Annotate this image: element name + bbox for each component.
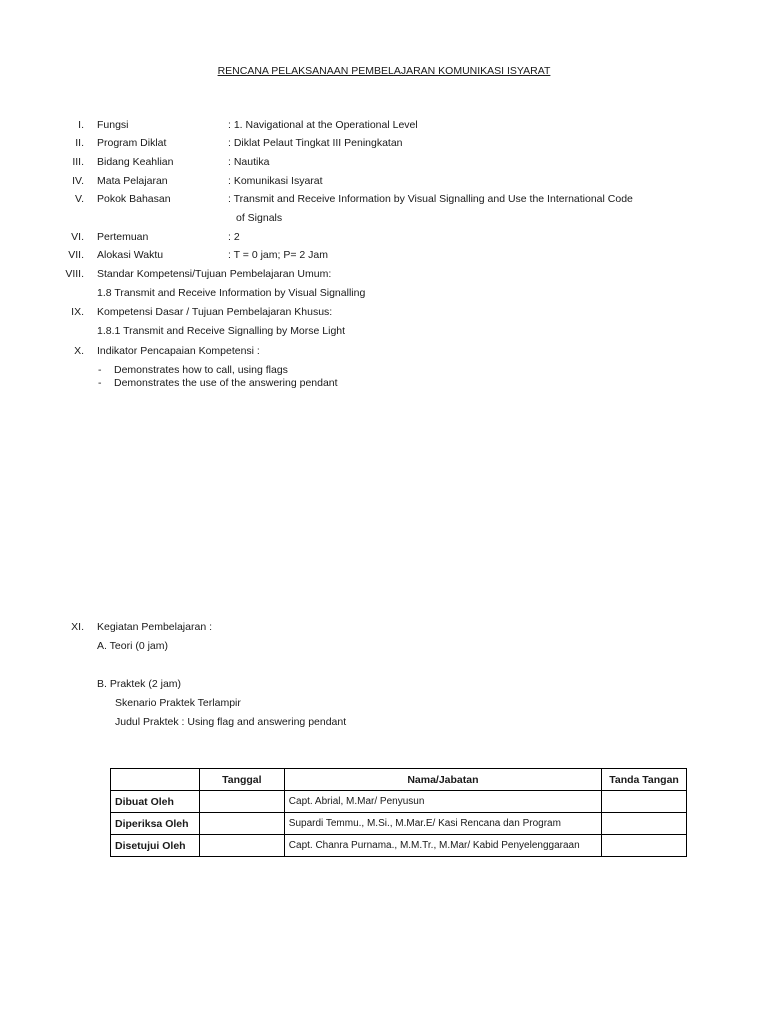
row-name: Supardi Temmu., M.Si., M.Mar.E/ Kasi Rencana dan Program bbox=[284, 813, 601, 835]
indicator-text: Demonstrates how to call, using flags bbox=[114, 364, 288, 376]
item-value: : Komunikasi Isyarat bbox=[228, 175, 323, 187]
item-label: Kompetensi Dasar / Tujuan Pembelajaran Khusus: bbox=[97, 306, 333, 318]
bullet-dash: - bbox=[98, 377, 102, 389]
row-role: Diperiksa Oleh bbox=[111, 813, 200, 835]
item-value-continued: of Signals bbox=[236, 212, 283, 224]
item-label: Alokasi Waktu bbox=[97, 249, 164, 261]
row-date bbox=[199, 835, 284, 857]
item-number: I. bbox=[78, 119, 84, 131]
bullet-dash: - bbox=[98, 364, 102, 376]
item-value: : T = 0 jam; P= 2 Jam bbox=[228, 249, 328, 261]
row-signature bbox=[602, 813, 687, 835]
table-row bbox=[111, 835, 687, 857]
header-nama-jabatan: Nama/Jabatan bbox=[284, 769, 601, 791]
item-value: : Transmit and Receive Information by Visual Signalling and Use the International Code bbox=[228, 193, 633, 205]
item-value: : 2 bbox=[228, 231, 240, 243]
item-label: Fungsi bbox=[97, 119, 129, 131]
item-label: Standar Kompetensi/Tujuan Pembelajaran Umum: bbox=[97, 268, 332, 280]
row-role: Dibuat Oleh bbox=[111, 791, 200, 813]
header-tanda-tangan: Tanda Tangan bbox=[602, 769, 687, 791]
item-label: Pokok Bahasan bbox=[97, 193, 171, 205]
table-row bbox=[111, 791, 687, 813]
table-header-row bbox=[111, 769, 687, 791]
header-empty bbox=[111, 769, 200, 791]
praktek-title: Judul Praktek : Using flag and answering pendant bbox=[115, 716, 347, 728]
praktek-scenario: Skenario Praktek Terlampir bbox=[115, 697, 241, 709]
item-number: VII. bbox=[68, 249, 84, 261]
item-number: IX. bbox=[71, 306, 84, 318]
item-label: Pertemuan bbox=[97, 231, 149, 243]
row-date bbox=[199, 791, 284, 813]
item-number: VIII. bbox=[65, 268, 84, 280]
item-subtext: 1.8 Transmit and Receive Information by Visual Signalling bbox=[97, 287, 366, 299]
approval-table bbox=[110, 768, 687, 857]
item-number: VI. bbox=[71, 231, 84, 243]
item-value: : Nautika bbox=[228, 156, 270, 168]
row-signature bbox=[602, 791, 687, 813]
item-number: II. bbox=[75, 137, 84, 149]
row-signature bbox=[602, 835, 687, 857]
row-role: Disetujui Oleh bbox=[111, 835, 200, 857]
item-number: X. bbox=[74, 345, 84, 357]
header-tanggal: Tanggal bbox=[199, 769, 284, 791]
item-value: : Diklat Pelaut Tingkat III Peningkatan bbox=[228, 137, 403, 149]
item-label: Program Diklat bbox=[97, 137, 167, 149]
row-name: Capt. Abrial, M.Mar/ Penyusun bbox=[284, 791, 601, 813]
kegiatan-praktek: B. Praktek (2 jam) bbox=[97, 678, 182, 690]
item-label: Bidang Keahlian bbox=[97, 156, 174, 168]
row-date bbox=[199, 813, 284, 835]
row-name: Capt. Chanra Purnama., M.M.Tr., M.Mar/ Kabid Penyelenggaraan bbox=[284, 835, 601, 857]
item-number: III. bbox=[72, 156, 84, 168]
item-subtext: 1.8.1 Transmit and Receive Signalling by Morse Light bbox=[97, 325, 346, 337]
item-label: Indikator Pencapaian Kompetensi : bbox=[97, 345, 260, 357]
kegiatan-teori: A. Teori (0 jam) bbox=[97, 640, 168, 652]
item-number: XI. bbox=[71, 621, 84, 633]
table-row bbox=[111, 813, 687, 835]
item-label: Mata Pelajaran bbox=[97, 175, 168, 187]
item-value: : 1. Navigational at the Operational Level bbox=[228, 119, 418, 131]
item-number: V. bbox=[75, 193, 84, 205]
document-title: RENCANA PELAKSANAAN PEMBELAJARAN KOMUNIKASI ISYARAT bbox=[217, 65, 551, 77]
item-number: IV. bbox=[72, 175, 84, 187]
indicator-text: Demonstrates the use of the answering pendant bbox=[114, 377, 338, 389]
item-label: Kegiatan Pembelajaran : bbox=[97, 621, 212, 633]
